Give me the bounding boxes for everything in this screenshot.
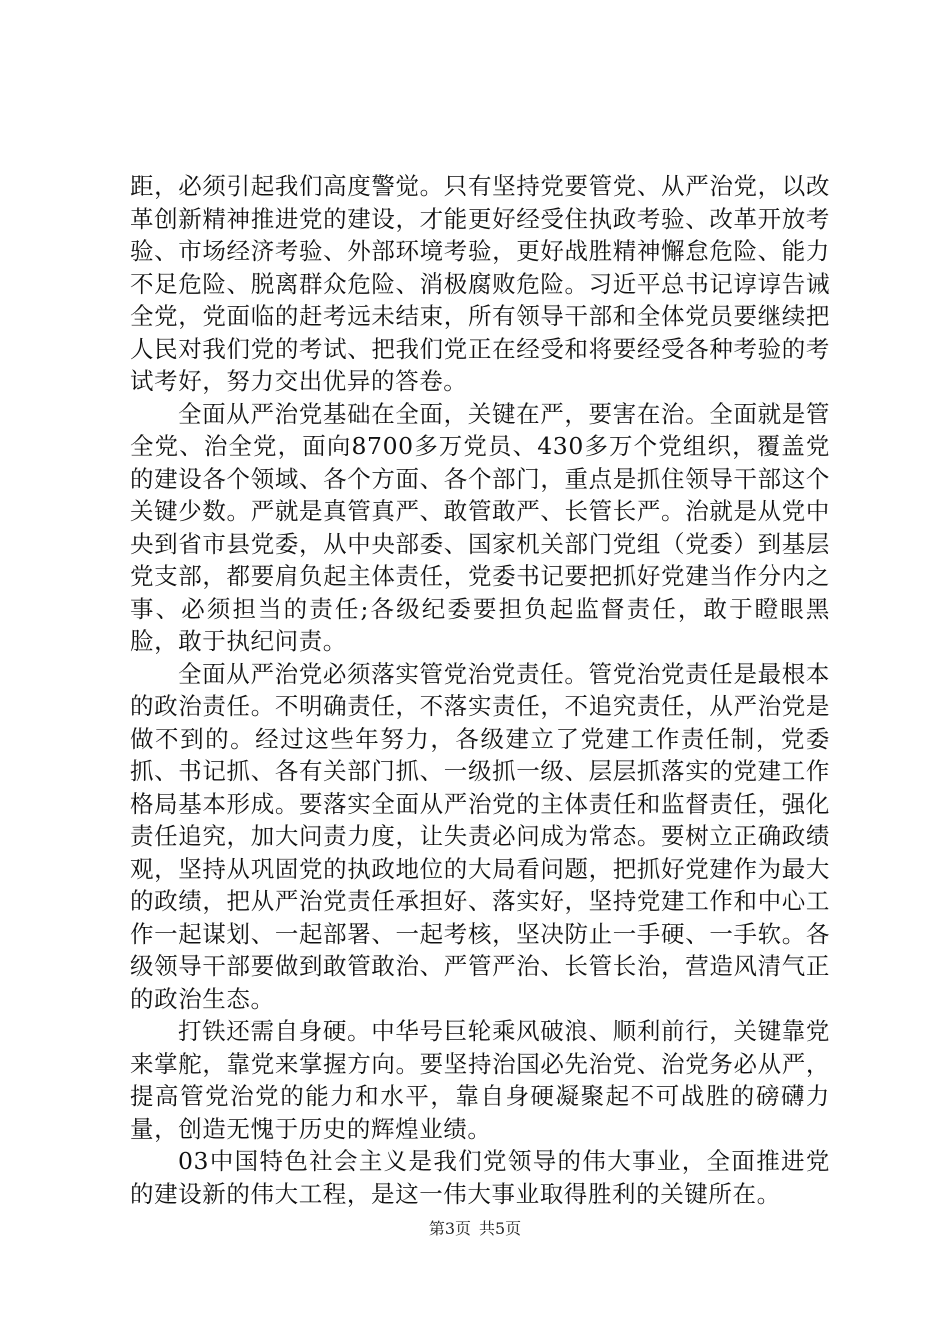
paragraph-3: 全面从严治党必须落实管党治党责任。管党治党责任是最根本的政治责任。不明确责任，不落实责任，不追究责任，从严治党是做不到的。经过这些年努力，各级建立了党建工作责任制，党委抓、书记抓、各有关部门抓、一级抓一级、层层抓落实的党建工作格局基本形成。要落实全面从严治党的主体责任和监督责任，强化责任追究，加大问责力度，让失责必问成为常态。要树立正确政绩观，坚持从巩固党的执政地位的大局看问题，把抓好党建作为最大的政绩，把从严治党责任承担好、落实好，坚持党建工作和中心工作一起谋划、一起部署、一起考核，坚决防止一手硬、一手软。各级领导干部要做到敢管敢治、严管严治、长管长治，营造风清气正的政治生态。 (130, 659, 830, 1013)
page-footer (0, 1216, 950, 1239)
paragraph-5: 03中国特色社会主义是我们党领导的伟大事业，全面推进党的建设新的伟大工程，是这一伟大事业取得胜利的关键所在。 (130, 1147, 830, 1208)
page-number: 第3页 (428, 1219, 471, 1238)
paragraph-2: 全面从严治党基础在全面，关键在严，要害在治。全面就是管全党、治全党，面向8700多万党员、430多万个党组织，覆盖党的建设各个领域、各个方面、各个部门，重点是抓住领导干部这个关键少数。严就是真管真严、敢管敢严、长管长严。治就是从党中央到省市县党委，从中央部委、国家机关部门党组（党委）到基层党支部，都要肩负起主体责任，党委书记要把抓好党建当作分内之事、必须担当的责任;各级纪委要担负起监督责任，敢于瞪眼黑脸，敢于执纪问责。 (130, 399, 830, 655)
paragraph-1: 距，必须引起我们高度警觉。只有坚持党要管党、从严治党，以改革创新精神推进党的建设，才能更好经受住执政考验、改革开放考验、市场经济考验、外部环境考验，更好战胜精神懈怠危险、能力不足危险、脱离群众危险、消极腐败危险。习近平总书记谆谆告诫全党，党面临的赶考远未结束，所有领导干部和全体党员要继续把人民对我们党的考试、把我们党正在经受和将要经受各种考验的考试考好，努力交出优异的答卷。 (130, 172, 830, 395)
paragraph-4: 打铁还需自身硬。中华号巨轮乘风破浪、顺利前行，关键靠党来掌舵，靠党来掌握方向。要坚持治国必先治党、治党务必从严，提高管党治党的能力和水平，靠自身硬凝聚起不可战胜的磅礴力量，创造无愧于历史的辉煌业绩。 (130, 1017, 830, 1143)
page-total: 共5页 (479, 1219, 522, 1238)
document-body (130, 170, 830, 1210)
